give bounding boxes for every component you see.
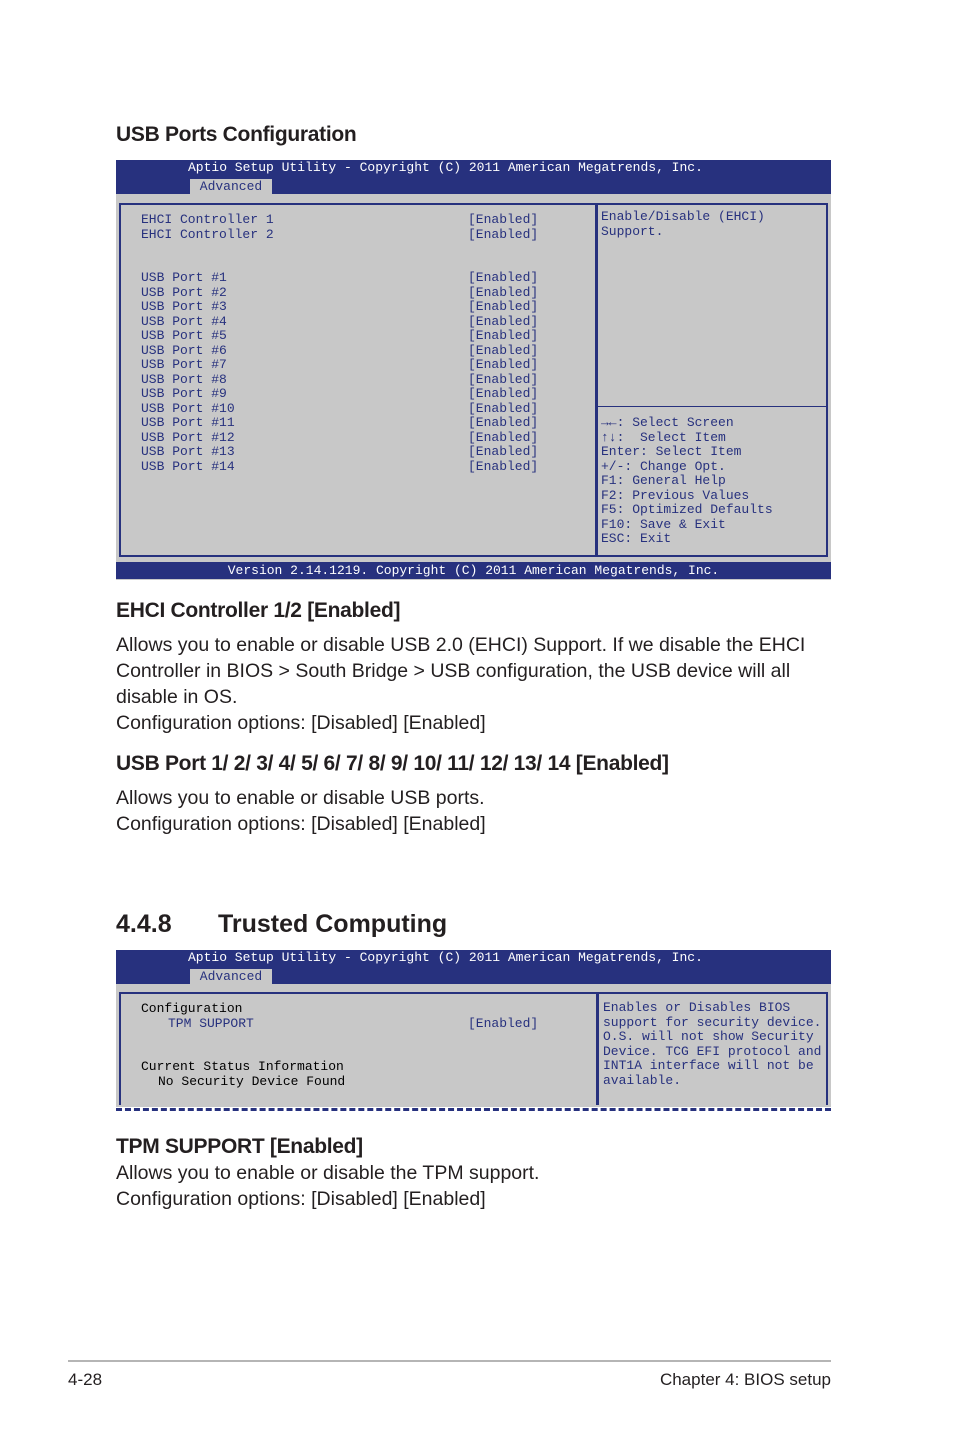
usb-port-label: USB Port #3 <box>141 299 227 314</box>
usb-port-label: USB Port #1 <box>141 270 227 285</box>
usb-port-value[interactable]: [Enabled] <box>468 328 539 343</box>
usb-port-row[interactable] <box>141 271 543 286</box>
usb-port-row[interactable] <box>141 286 543 301</box>
help-divider <box>598 406 826 407</box>
tpm-support-value[interactable]: [Enabled] <box>468 1016 539 1031</box>
tpm-heading: TPM SUPPORT [Enabled] <box>116 1135 363 1158</box>
ehci-controller-row[interactable] <box>141 213 543 228</box>
config-label-text: Configuration <box>141 1001 243 1016</box>
usb-port-label: USB Port #8 <box>141 371 227 387</box>
tpm-support-row[interactable] <box>141 1017 543 1032</box>
usb-port-description <box>116 785 486 837</box>
tab-advanced[interactable]: Advanced <box>190 969 272 984</box>
help-panel <box>596 203 828 557</box>
chapter-title: Chapter 4: BIOS setup <box>659 1370 831 1389</box>
usb-port-value[interactable]: [Enabled] <box>468 284 539 300</box>
usb-port-heading: USB Port 1/ 2/ 3/ 4/ 5/ 6/ 7/ 8/ 9/ 10/ 11/ 12/ 13/ 14 [Enabled] <box>116 752 669 775</box>
usb-port-label: USB Port #14 <box>141 458 235 474</box>
usb-port-line: Configuration options: [Disabled] [Enabled] <box>116 813 486 835</box>
ehci-controller-label: EHCI Controller 2 <box>141 226 274 242</box>
status-label-text: Current Status Information <box>141 1059 344 1074</box>
usb-port-row[interactable] <box>141 373 543 388</box>
usb-port-value[interactable]: [Enabled] <box>468 458 539 474</box>
usb-port-label: USB Port #11 <box>141 415 235 430</box>
help-panel <box>597 992 828 1105</box>
tpm-description <box>116 1160 539 1212</box>
tpm-line: Configuration options: [Disabled] [Enabled] <box>116 1188 486 1210</box>
ehci-line: Allows you to enable or disable USB 2.0 (EHCI) Support. If we disable the EHCI <box>116 634 806 656</box>
bios-screen-usb <box>116 160 831 580</box>
usb-port-value[interactable]: [Enabled] <box>468 371 539 387</box>
usb-port-label: USB Port #2 <box>141 284 227 300</box>
usb-port-row[interactable] <box>141 358 543 373</box>
page-number: 4-28 <box>68 1370 103 1389</box>
help-text: Enables or Disables BIOS support for security device. O.S. will not show Security Device. TCG EFI protocol and INT1A interface will not be available. <box>603 1000 822 1088</box>
bios-title: Aptio Setup Utility - Copyright (C) 2011 American Megatrends, Inc. <box>188 950 703 965</box>
usb-port-value[interactable]: [Enabled] <box>468 357 539 372</box>
help-text: Enable/Disable (EHCI) Support. <box>601 209 765 239</box>
usb-port-row[interactable] <box>141 315 543 330</box>
ehci-line: Configuration options: [Disabled] [Enabled] <box>116 712 486 734</box>
ehci-line: disable in OS. <box>116 686 238 708</box>
section-title: Trusted Computing <box>218 910 448 938</box>
usb-port-value[interactable]: [Enabled] <box>468 444 539 459</box>
usb-port-row[interactable] <box>141 460 543 475</box>
usb-ports-heading: USB Ports Configuration <box>116 123 357 146</box>
usb-port-value[interactable]: [Enabled] <box>468 313 539 329</box>
usb-port-line: Allows you to enable or disable USB ports. <box>116 787 485 809</box>
usb-port-value[interactable]: [Enabled] <box>468 429 539 445</box>
usb-port-label: USB Port #4 <box>141 313 227 329</box>
usb-port-value[interactable]: [Enabled] <box>468 299 539 314</box>
ehci-controller-value[interactable]: [Enabled] <box>468 212 539 227</box>
usb-port-value[interactable]: [Enabled] <box>468 270 539 285</box>
bios-title-bar <box>116 950 831 984</box>
usb-port-label: USB Port #7 <box>141 357 227 372</box>
ehci-heading: EHCI Controller 1/2 [Enabled] <box>116 599 401 622</box>
status-value-text: No Security Device Found <box>158 1074 346 1089</box>
key-legend: →←: Select Screen ↑↓: Select Item Enter: Select Item +/-: Change Opt. F1: General Help F2: Previous Values F5: Optimized Defaults F10: Save & Exit ESC: Exit <box>601 415 773 546</box>
usb-port-row[interactable] <box>141 445 543 460</box>
tpm-support-label: TPM SUPPORT <box>168 1016 254 1031</box>
section-heading <box>116 910 447 939</box>
usb-port-label: USB Port #6 <box>141 342 227 358</box>
ehci-controller-row[interactable] <box>141 228 543 243</box>
ehci-controller-value[interactable]: [Enabled] <box>468 226 539 242</box>
usb-port-row[interactable] <box>141 329 543 344</box>
bios-title-bar <box>116 160 831 194</box>
usb-port-label: USB Port #5 <box>141 328 227 343</box>
usb-port-row[interactable] <box>141 416 543 431</box>
usb-port-value[interactable]: [Enabled] <box>468 386 539 401</box>
usb-port-row[interactable] <box>141 300 543 315</box>
usb-port-label: USB Port #10 <box>141 400 235 416</box>
status-value <box>141 1075 543 1090</box>
usb-port-row[interactable] <box>141 431 543 446</box>
tpm-line: Allows you to enable or disable the TPM support. <box>116 1162 540 1184</box>
bios-screen-tpm <box>116 950 831 1107</box>
usb-port-row[interactable] <box>141 344 543 359</box>
footer-rule <box>68 1360 831 1362</box>
usb-port-value[interactable]: [Enabled] <box>468 400 539 416</box>
usb-port-label: USB Port #12 <box>141 429 235 445</box>
section-number: 4.4.8 <box>116 910 172 938</box>
bios-title: Aptio Setup Utility - Copyright (C) 2011 American Megatrends, Inc. <box>188 160 703 175</box>
usb-port-row[interactable] <box>141 387 543 402</box>
status-label <box>141 1060 543 1075</box>
tab-advanced[interactable]: Advanced <box>190 179 272 194</box>
cut-edge <box>116 1108 831 1111</box>
bios-version-bar: Version 2.14.1219. Copyright (C) 2011 American Megatrends, Inc. <box>116 562 831 579</box>
ehci-description <box>116 632 805 736</box>
usb-port-value[interactable]: [Enabled] <box>468 342 539 358</box>
usb-port-label: USB Port #13 <box>141 444 235 459</box>
usb-port-label: USB Port #9 <box>141 386 227 401</box>
usb-port-value[interactable]: [Enabled] <box>468 415 539 430</box>
config-label <box>141 1002 543 1017</box>
ehci-controller-label: EHCI Controller 1 <box>141 212 274 227</box>
usb-port-row[interactable] <box>141 402 543 417</box>
settings-panel <box>119 992 598 1105</box>
settings-panel <box>119 203 597 557</box>
ehci-line: Controller in BIOS > South Bridge > USB configuration, the USB device will all <box>116 660 791 682</box>
